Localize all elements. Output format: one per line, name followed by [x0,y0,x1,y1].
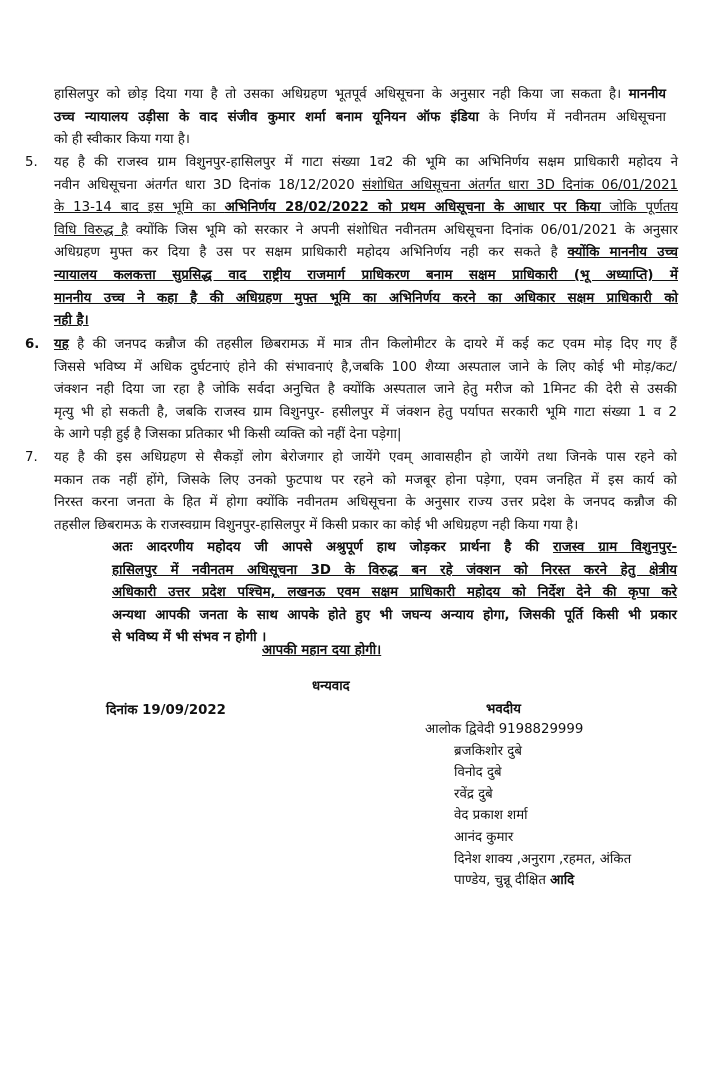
signatory-last-names: पाण्डेय, चुन्नू दीक्षित [454,873,551,889]
signatories-block [425,719,631,892]
text-run: अभिनिर्णय 28/02/2022 को प्रथम अधिसूचना के आधार पर किया [224,200,601,216]
text-line [54,197,678,220]
text-run: है की जनपद कन्नौज की तहसील छिबरामऊ में मात्र तीन किलोमीटर के दायरे में कई कट एवम मोड़ दिए गए हैं [68,337,677,352]
intro-paragraph [54,84,666,152]
text-run: क्योंकि माननीय उच्च [567,245,678,261]
date-line: दिनांक 19/09/2022 [106,703,226,718]
text-line [54,470,677,493]
text-run: जिससे भविष्य में अधिक दुर्घटनाएं होने की संभावनाएं है,जबकि 100 शैय्या अस्पताल जाने के लिए कोई भी मोड़/कट/ [54,359,677,375]
text-run: हासिलपुर को छोड़ दिया गया है तो उसका अधिग्रहण भूतपूर्व अधिसूचना के अनुसार नही किया जा सकता है। [54,87,629,102]
text-run: अतः आदरणीय महोदय जी आपसे अश्रुपूर्ण हाथ जोड़कर प्रार्थना है की [112,540,553,555]
text-line [112,537,677,560]
text-run: उच्च न्यायालय उड़ीसा के वाद संजीव कुमार शर्मा बनाम यूनियन ऑफ इंडिया [54,109,479,125]
prayer-paragraph [112,537,677,650]
text-run: तहसील छिबरामऊ के राजस्वग्राम विशुनपुर-हासिलपुर में किसी प्रकार का कोई भी अधिग्रहण नही किया गया है। [54,517,579,533]
text-run: के आगे पड़ी हुई है जिसका प्रतिकार भी किसी व्यक्ति को नहीं देना पड़ेगा| [54,427,402,443]
text-line [54,242,678,265]
text-run: यह है की इस अधिग्रहण से सैकड़ों लोग बेरोजगार हो जायेंगे एवम् आवासहीन हो जायेंगे तथा जिनके पास रहने को [54,450,677,465]
para-6-number: 6. [25,337,40,352]
text-line [54,129,666,152]
text-line [54,447,677,470]
text-line [54,310,678,333]
signatory-first: आलोक द्विवेदी 9198829999 [425,722,584,737]
text-run: मृत्यु भी हो सकती है, जबकि राजस्व ग्राम विशुनपुर- हसीलपुर में जंक्शन हेतु पर्यापत सरकारी भूमि गाटा संख्या 1 व 2 [54,404,677,420]
text-line [54,424,677,447]
text-run: को ही स्वीकार किया गया है। [54,132,190,148]
text-run: अधिग्रहण मुफ्त कर दिया है उस पर सक्षम प्राधिकारी महोदय अभिनिर्णय नही कर सकते है [54,245,568,261]
kindness-line: आपकी महान दया होगी। [262,643,382,658]
text-run: यह [54,337,69,352]
signatory-name: रवेंद्र दुबे [454,786,493,802]
text-run: हासिलपुर में नवीनतम अधिसूचना 3D के विरुद्ध बन रहे जंक्शन को निरस्त करने हेतु क्षेत्रीय [112,562,677,578]
yours-faithfully: भवदीय [486,702,521,717]
text-line [54,84,666,107]
signatory-etc: आदि [550,873,575,889]
text-run: विधि विरुद्ध है [54,222,129,238]
signatory-names [425,741,631,892]
text-line [54,220,678,243]
text-run: संशोधित अधिसूचना अंतर्गत धारा 3D दिनांक 06/01/2021 [362,177,678,193]
text-run: नवीन अधिसूचना अंतर्गत धारा 3D दिनांक 18/12/2020 [54,177,363,193]
text-line [54,107,666,130]
text-line [54,175,678,198]
paragraph-6 [54,334,677,447]
text-run: के 13-14 बाद इस भूमि का [54,200,225,216]
text-line [54,379,677,402]
text-line [112,627,677,650]
text-line [54,492,677,515]
text-line [54,152,678,175]
text-line [54,334,677,357]
para-5-number: 5. [25,155,38,170]
text-line [54,357,677,380]
text-run: न्यायालय कलकत्ता सुप्रसिद्ध वाद राष्ट्रीय राजमार्ग प्राधिकरण बनाम सक्षम प्राधिकारी (भू अध्याप्ति) में [54,267,678,283]
text-line [54,515,677,538]
text-run: के निर्णय में नवीनतम अधिसूचना [478,109,666,125]
text-run: यह है की राजस्व ग्राम विशुनपुर-हासिलपुर में गाटा संख्या 1व2 की भूमि का अभिनिर्णय सक्षम प्राधिकारी महोदय ने [54,155,678,170]
signatory-name: आनंद कुमार [454,829,514,845]
signatory-last [454,870,631,892]
signatory-name: विनोद दुबे [454,765,502,781]
text-run: से भविष्य में भी संभव न होगी । [112,630,267,646]
paragraph-7 [54,447,677,537]
text-run: निरस्त करना जनता के हित में होगा क्योंकि नवीनतम अधिसूचना के अनुसार राज्य उत्तर प्रदेश के जनपद कन्नौज की [54,495,677,511]
text-run: नही है। [54,313,89,329]
text-run: माननीय उच्च ने कहा है की अधिग्रहण मुफ्त भूमि का अभिनिर्णय करने का अधिकार सक्षम प्राधिकारी को [54,290,678,306]
thanks-line: धन्यवाद [312,679,350,694]
text-run: जोकि पूर्णतय [600,200,678,216]
text-line [54,402,677,425]
text-line [54,288,678,311]
text-line [112,582,677,605]
text-run: क्योंकि जिस भूमि को सरकार ने अपनी संशोधित नवीनतम अधिसूचना दिनांक 06/01/2021 के अनुसार [128,222,678,238]
text-run: अधिकारी उत्तर प्रदेश पश्चिम, लखनऊ एवम सक्षम प्राधिकारी महोदय को निर्देश देने की कृपा करे [112,585,677,601]
text-run: जंक्शन नही दिया जा रहा है जोकि सर्वदा अनुचित है क्योंकि अस्पताल जाने हेतु मरीज को 1मिनट की देरी से उसकी [54,382,677,398]
signatory-name: दिनेश शाक्य ,अनुराग ,रहमत, अंकित [454,851,632,867]
text-run: माननीय [628,87,666,102]
text-line [112,560,677,583]
text-run: मकान तक नहीं होंगे, जिसके लिए उनको फुटपाथ पर रहने को मजबूर होना पड़ेगा, एवम जनहित में इस कार्य को [54,472,677,488]
text-run: राजस्व ग्राम विशुनपुर- [552,540,677,555]
para-7-number: 7. [25,450,38,465]
paragraph-5 [54,152,678,333]
text-run: अन्यथा आपकी जनता के साथ आपके होते हुए भी जघन्य अन्याय होगा, जिसकी पूर्ति किसी भी प्रकार [112,607,677,623]
signatory-name: ब्रजकिशोर दुबे [454,743,522,759]
text-line [54,265,678,288]
text-line [112,605,677,628]
signatory-name: वेद प्रकाश शर्मा [454,808,528,824]
